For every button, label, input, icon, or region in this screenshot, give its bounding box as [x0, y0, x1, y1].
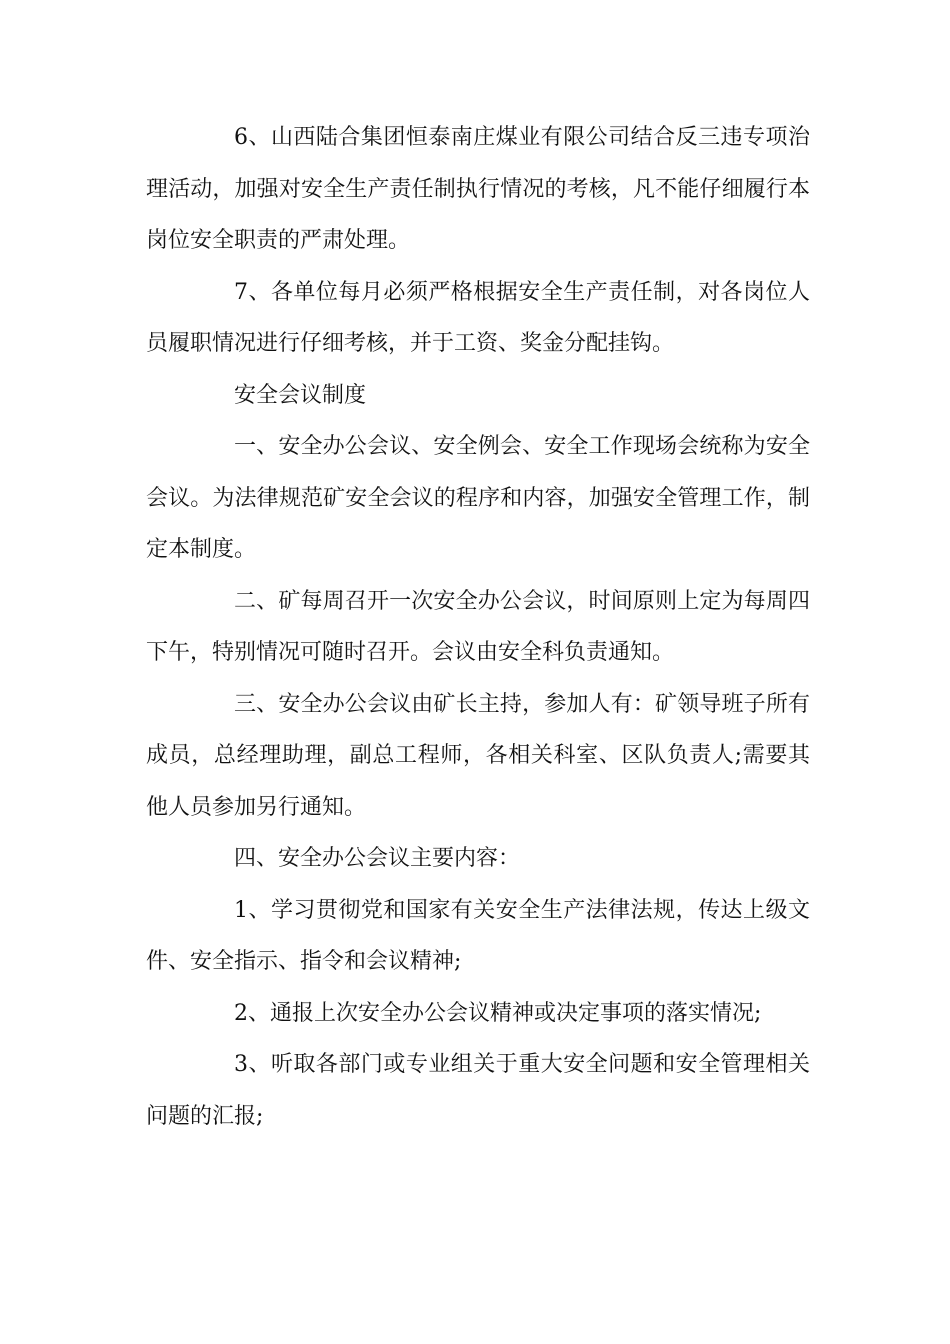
paragraph-four: 四、安全办公会议主要内容： — [234, 846, 521, 871]
paragraph-7: 7、各单位每月必须严格根据安全生产责任制，对各岗位人员履职情况进行仔细考核，并于工资、奖金分配挂钩。 — [146, 279, 810, 356]
paragraph-two: 二、矿每周召开一次安全办公会议，时间原则上定为每周四下午，特别情况可随时召开。会议由安全科负责通知。 — [146, 588, 810, 665]
list-item-2: 2、通报上次安全办公会议精神或决定事项的落实情况; — [234, 1000, 762, 1026]
list-item-1: 1、学习贯彻党和国家有关安全生产法律法规，传达上级文件、安全指示、指令和会议精神; — [146, 897, 810, 974]
list-item-3: 3、听取各部门或专业组关于重大安全问题和安全管理相关问题的汇报; — [146, 1052, 810, 1129]
document-body — [146, 112, 810, 1142]
paragraph-three: 三、安全办公会议由矿长主持，参加人有：矿领导班子所有成员，总经理助理，副总工程师，各相关科室、区队负责人;需要其他人员参加另行通知。 — [146, 691, 810, 820]
paragraph-one: 一、安全办公会议、安全例会、安全工作现场会统称为安全会议。为法律规范矿安全会议的程序和内容，加强安全管理工作，制定本制度。 — [146, 434, 810, 562]
section-heading: 安全会议制度 — [234, 382, 367, 408]
paragraph-6: 6、山西陆合集团恒泰南庄煤业有限公司结合反三违专项治理活动，加强对安全生产责任制执行情况的考核，凡不能仔细履行本岗位安全职责的严肃处理。 — [146, 125, 810, 253]
